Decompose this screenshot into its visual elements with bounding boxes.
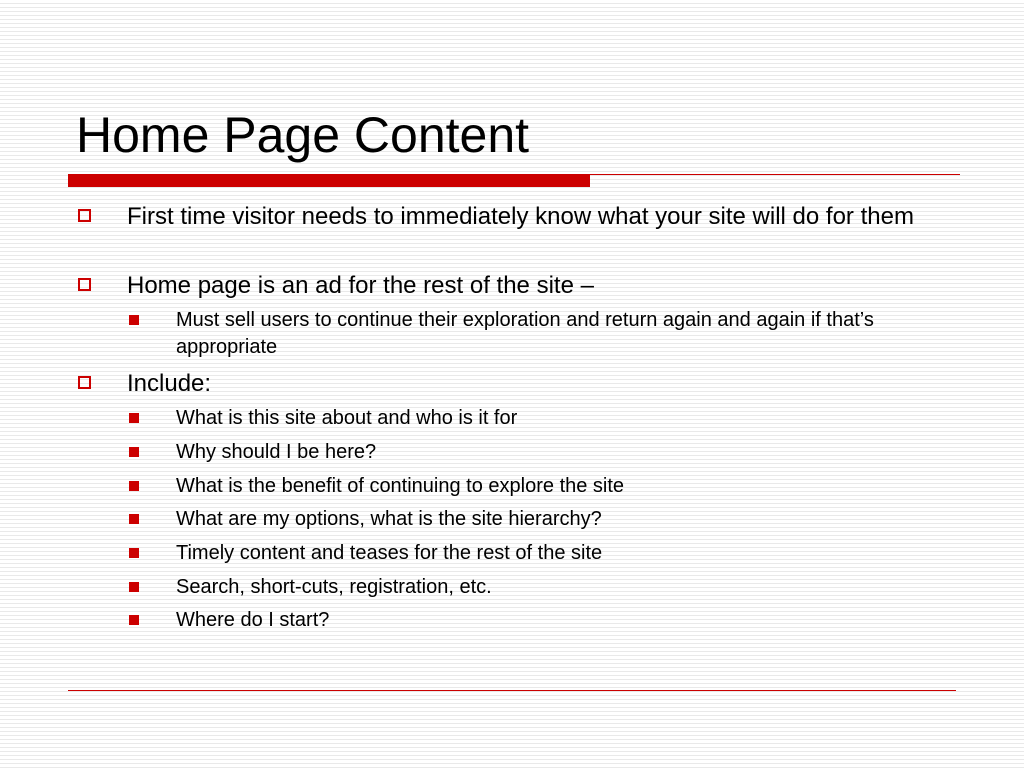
slide-title: Home Page Content — [76, 107, 530, 163]
bullet-item: First time visitor needs to immediately know what your site will do for them — [127, 203, 914, 230]
footer-rule — [68, 690, 956, 691]
sub-bullet-item: Why should I be here? — [176, 441, 377, 463]
sub-bullet-item: What is the benefit of continuing to explore the site — [176, 475, 625, 497]
bullet-item: Include: — [127, 370, 212, 397]
filled-square-bullet-icon — [129, 582, 139, 592]
sub-bullet-item: Timely content and teases for the rest of the site — [176, 542, 603, 564]
filled-square-bullet-icon — [129, 548, 139, 558]
filled-square-bullet-icon — [129, 615, 139, 625]
sub-bullet-item: Must sell users to continue their exploration and return again and again if that’s appropriate — [176, 309, 874, 358]
filled-square-bullet-icon — [129, 413, 139, 423]
hollow-square-bullet-icon — [78, 376, 91, 389]
sub-bullet-item: What are my options, what is the site hierarchy? — [176, 508, 602, 530]
filled-square-bullet-icon — [129, 481, 139, 491]
bullet-item: Home page is an ad for the rest of the site – — [127, 272, 594, 299]
sub-bullet-item: What is this site about and who is it for — [176, 407, 518, 429]
sub-bullet-item: Search, short-cuts, registration, etc. — [176, 576, 492, 598]
sub-bullet-item: Where do I start? — [176, 609, 330, 631]
filled-square-bullet-icon — [129, 315, 139, 325]
filled-square-bullet-icon — [129, 447, 139, 457]
hollow-square-bullet-icon — [78, 278, 91, 291]
hollow-square-bullet-icon — [78, 209, 91, 222]
filled-square-bullet-icon — [129, 514, 139, 524]
